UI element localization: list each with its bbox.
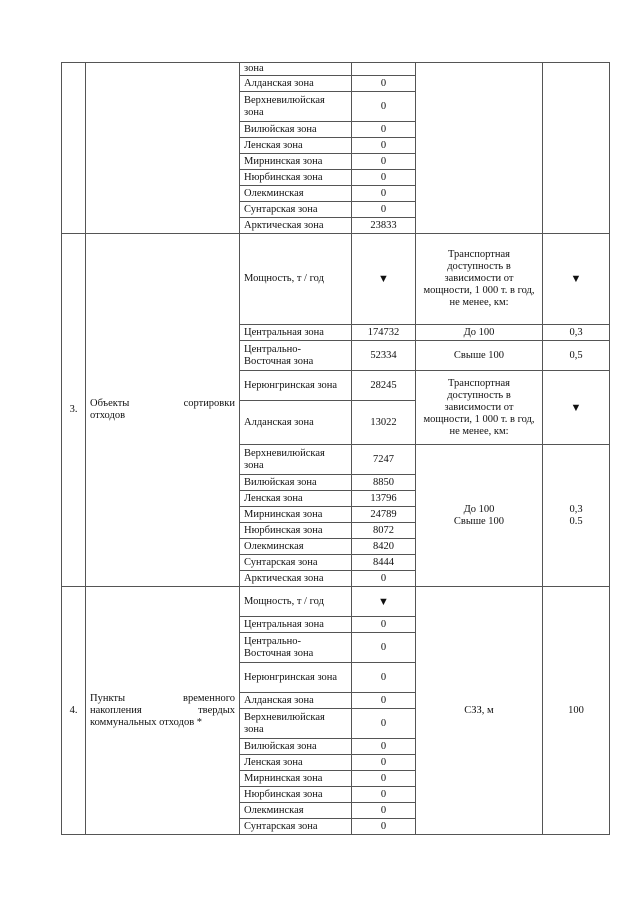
criterion-text: Свыше 100 [416,341,543,371]
zone-name: Ленская зона [240,755,352,771]
zone-name: Верхневилюйская зона [240,709,352,739]
zone-name: зона [240,63,352,76]
zone-value: 8072 [352,523,416,539]
zone-value: 0 [352,154,416,170]
zone-name: Центральная зона [240,617,352,633]
zone-value: 13022 [352,401,416,445]
facility-name [86,587,240,835]
zone-value: 8420 [352,539,416,555]
norm-value: 0,3 [569,503,583,515]
row-number: 4. [62,587,86,835]
continued-norm-cell [543,63,610,234]
arrow-down-icon: ▼ [352,587,416,617]
continued-number-cell [62,63,86,234]
zone-value: 0 [352,571,416,587]
zone-name: Сунтарская зона [240,819,352,835]
continued-criterion-cell [416,63,543,234]
zone-name: Нерюнгринская зона [240,371,352,401]
zone-value: 174732 [352,325,416,341]
zone-value: 0 [352,739,416,755]
zone-value: 0 [352,92,416,122]
zone-value: 13796 [352,491,416,507]
zone-name: Арктическая зона [240,218,352,234]
zone-value: 0 [352,170,416,186]
zone-name: Вилюйская зона [240,739,352,755]
zone-name: Нерюнгринская зона [240,663,352,693]
facility-name-line: накопления твердых [90,704,235,716]
waste-facilities-table [61,62,610,835]
arrow-down-icon: ▼ [543,234,610,325]
zone-name: Ленская зона [240,491,352,507]
zone-value: 8850 [352,475,416,491]
zone-value: 0 [352,663,416,693]
zone-value: 24789 [352,507,416,523]
table-row [62,587,610,617]
norm-value: 0,3 [543,325,610,341]
zone-value: 28245 [352,371,416,401]
zone-name: Верхневилюйская зона [240,445,352,475]
criterion-text: Свыше 100 [453,515,505,527]
norm-group [543,445,610,587]
zone-value: 0 [352,617,416,633]
zone-name: Нюрбинская зона [240,523,352,539]
capacity-header: Мощность, т / год [240,587,352,617]
criterion-text: Транспортная доступность в зависимости от мощности, 1 000 т. в год, не менее, км: [416,371,543,445]
zone-value: 0 [352,819,416,835]
norm-value: 0,5 [543,341,610,371]
zone-value: 0 [352,633,416,663]
zone-name: Алданская зона [240,76,352,92]
zone-value: 0 [352,122,416,138]
criterion-text: До 100 [416,325,543,341]
zone-name: Верхневилюйская зона [240,92,352,122]
arrow-down-icon: ▼ [543,371,610,445]
zone-value: 0 [352,709,416,739]
zone-name: Центральная зона [240,325,352,341]
table-row [62,63,610,76]
arrow-down-icon: ▼ [352,234,416,325]
zone-name: Центрально-Восточная зона [240,633,352,663]
zone-name: Ленская зона [240,138,352,154]
zone-value: 0 [352,771,416,787]
capacity-header: Мощность, т / год [240,234,352,325]
zone-name: Центрально-Восточная зона [240,341,352,371]
zone-value [352,63,416,76]
zone-name: Алданская зона [240,401,352,445]
norm-value: 0.5 [569,515,583,527]
zone-name: Нюрбинская зона [240,170,352,186]
row-number: 3. [62,234,86,587]
zone-name: Вилюйская зона [240,475,352,491]
zone-name: Арктическая зона [240,571,352,587]
facility-name-line: отходов [90,410,126,421]
zone-name: Нюрбинская зона [240,787,352,803]
zone-name: Олекминская [240,803,352,819]
zone-value: 0 [352,138,416,154]
criterion-group [416,445,543,587]
zone-value: 0 [352,186,416,202]
zone-name: Мирнинская зона [240,507,352,523]
zone-value: 52334 [352,341,416,371]
zone-value: 0 [352,755,416,771]
criterion-text: Транспортная доступность в зависимости от мощности, 1 000 т. в год, не менее, км: [416,234,543,325]
zone-value: 0 [352,803,416,819]
zone-name: Алданская зона [240,693,352,709]
zone-value: 0 [352,202,416,218]
zone-value: 0 [352,787,416,803]
criterion-text: СЗЗ, м [416,587,543,835]
zone-name: Сунтарская зона [240,202,352,218]
zone-value: 8444 [352,555,416,571]
norm-value: 100 [543,587,610,835]
facility-name-line: коммунальных отходов * [90,716,203,728]
zone-name: Мирнинская зона [240,771,352,787]
zone-name: Сунтарская зона [240,555,352,571]
table-row [62,234,610,325]
facility-name-line: Пункты временного [90,692,235,704]
zone-name: Олекминская [240,186,352,202]
zone-value: 0 [352,76,416,92]
facility-name [86,234,240,587]
continued-name-cell [86,63,240,234]
zone-value: 23833 [352,218,416,234]
zone-value: 7247 [352,445,416,475]
zone-name: Вилюйская зона [240,122,352,138]
zone-value: 0 [352,693,416,709]
facility-name-line: Объекты сортировки [90,398,235,409]
zone-name: Олекминская [240,539,352,555]
zone-name: Мирнинская зона [240,154,352,170]
criterion-text: До 100 [463,503,495,515]
